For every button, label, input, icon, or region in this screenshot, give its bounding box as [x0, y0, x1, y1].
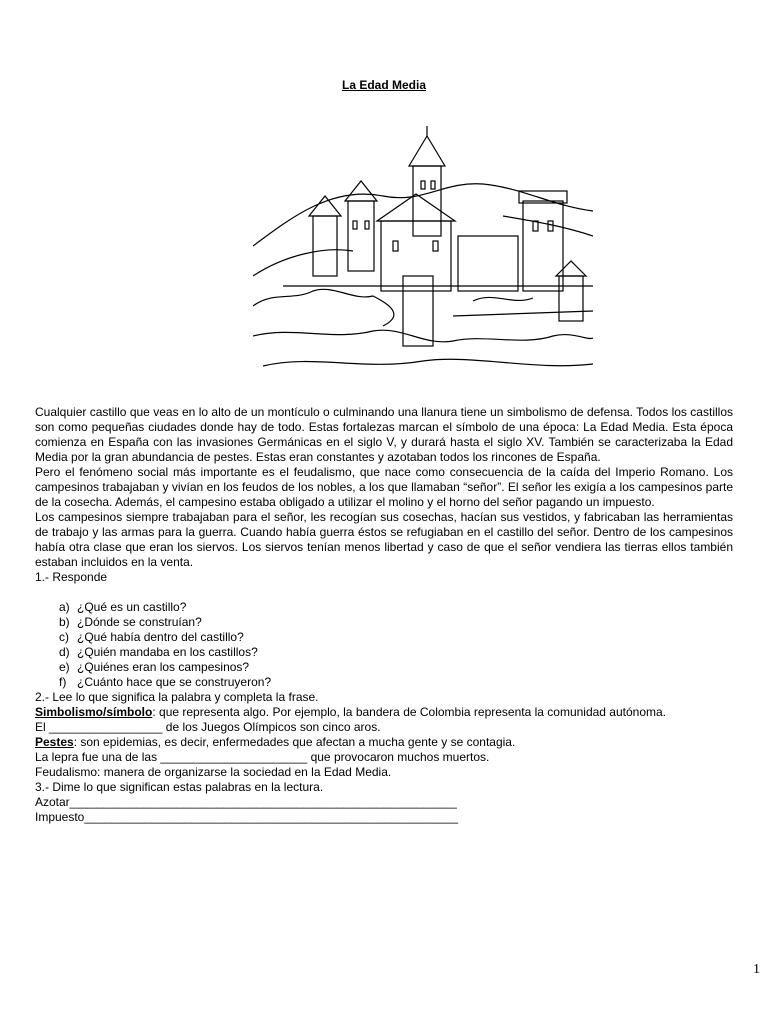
- sentence-fill-2: La lepra fue una de las ______________________ que provocaron muchos muertos.: [35, 750, 490, 764]
- answer-line-impuesto: Impuesto________________________________________________________: [35, 810, 459, 824]
- castle-drawing: [253, 126, 593, 386]
- term-simbolismo: Simbolismo/símbolo: [35, 705, 153, 719]
- section1-heading: 1.- Responde: [35, 570, 108, 584]
- paragraph: Cualquier castillo que veas en lo alto de un montículo o culminando una llanura tiene un simbolismo de defensa. Todos los castillos son como pequeñas ciudades donde hay de todo. Estas fortalezas marcan el símbolo de una época: La Edad Media. Esta época comienza en España con las invasiones Germánicas en el siglo V, y durará hasta el siglo XV. También se caracterizaba la Edad Media por la gran abundancia de pestes. Estas eran constantes y azotaban todos los rincones de España.: [35, 405, 733, 464]
- answer-line-azotar: Azotar__________________________________________________________: [35, 795, 457, 809]
- question-item: b) ¿Dónde se construían?: [59, 615, 202, 629]
- question-list: [59, 600, 733, 690]
- page-number: 1: [753, 962, 760, 977]
- paragraph: Pero el fenómeno social más importante es el feudalismo, que nace como consecuencia de la caída del Imperio Romano. Los campesinos trabajaban y vivían en los feudos de los nobles, a los que llamaban “señor”. El señor les exigía a los campesinos parte de la cosecha. Además, el campesino estaba obligado a utilizar el molino y el horno del señor pagando un impuesto.: [35, 465, 733, 509]
- section3-heading: 3.- Dime lo que significan estas palabras en la lectura.: [35, 780, 324, 794]
- question-item: f) ¿Cuánto hace que se construyeron?: [59, 675, 272, 689]
- definition-pestes: Pestes: son epidemias, es decir, enfermedades que afectan a mucha gente y se contagia.: [35, 735, 516, 749]
- question-item: d) ¿Quién mandaba en los castillos?: [59, 645, 258, 659]
- sentence-feudalismo: Feudalismo: manera de organizarse la sociedad en la Edad Media.: [35, 765, 392, 779]
- question-item: e) ¿Quiénes eran los campesinos?: [59, 660, 250, 674]
- question-item: a) ¿Qué es un castillo?: [59, 600, 187, 614]
- castle-illustration: [253, 126, 593, 386]
- definition-simbolismo: Simbolismo/símbolo: que representa algo. Por ejemplo, la bandera de Colombia representa la comunidad autónoma.: [35, 705, 667, 719]
- term-pestes: Pestes: [35, 735, 74, 749]
- page-title: La Edad Media: [341, 78, 427, 92]
- reading-text: [35, 405, 733, 825]
- question-item: c) ¿Qué había dentro del castillo?: [59, 630, 244, 644]
- section2-heading: 2.- Lee lo que significa la palabra y completa la frase.: [35, 690, 319, 704]
- paragraph: Los campesinos siempre trabajaban para el señor, les recogían sus cosechas, hacían sus vestidos, y fabricaban las herramientas de trabajo y las armas para la guerra. Cuando había guerra éstos se refugiaban en el castillo del señor. Dentro de los campesinos había otra clase que eran los siervos. Los siervos tenían menos libertad y caso de que el señor vendiera las tierras ellos también estaban incluidos en la venta.: [35, 510, 733, 569]
- sentence-fill-1: El _________________ de los Juegos Olímpicos son cinco aros.: [35, 720, 381, 734]
